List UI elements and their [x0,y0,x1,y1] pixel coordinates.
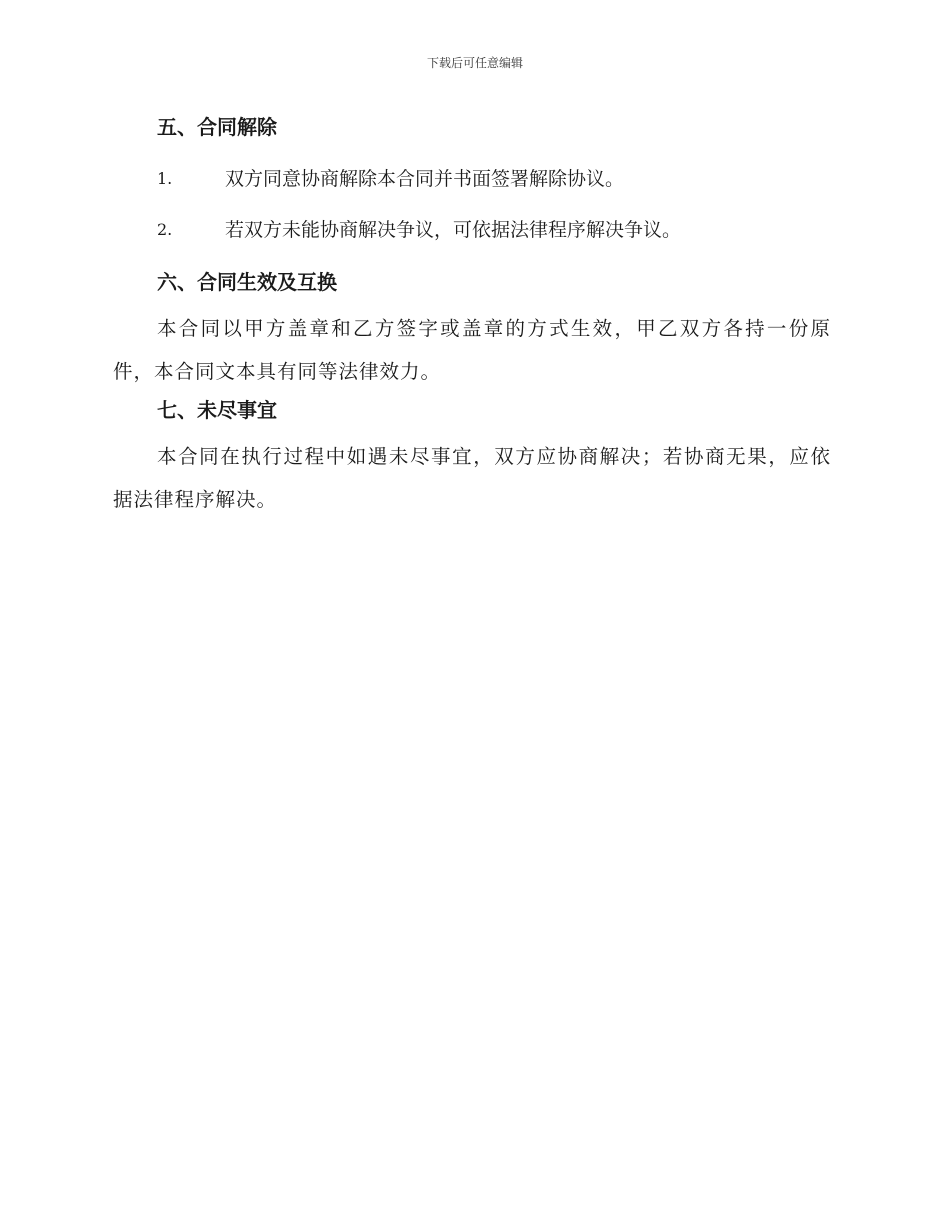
list-text: 双方同意协商解除本合同并书面签署解除协议。 [225,168,625,190]
section-paragraph-unresolved-matters: 本合同在执行过程中如遇未尽事宜，双方应协商解决；若协商无果，应依据法律程序解决。 [113,445,831,511]
list-item [113,215,831,245]
section-heading-effectiveness: 六、合同生效及互换 [157,270,337,294]
section-heading-unresolved-matters: 七、未尽事宜 [157,398,277,422]
list-number: 2. [157,220,173,239]
page-header: 下载后可任意编辑 [426,56,523,70]
section-paragraph-effectiveness: 本合同以甲方盖章和乙方签字或盖章的方式生效，甲乙双方各持一份原件，本合同文本具有同等法律效力。 [113,317,831,383]
list-number: 1. [157,169,173,188]
document-body [113,112,831,521]
list-item [113,164,831,194]
list-text: 若双方未能协商解决争议，可依据法律程序解决争议。 [225,219,682,241]
section-heading-termination: 五、合同解除 [157,115,277,139]
